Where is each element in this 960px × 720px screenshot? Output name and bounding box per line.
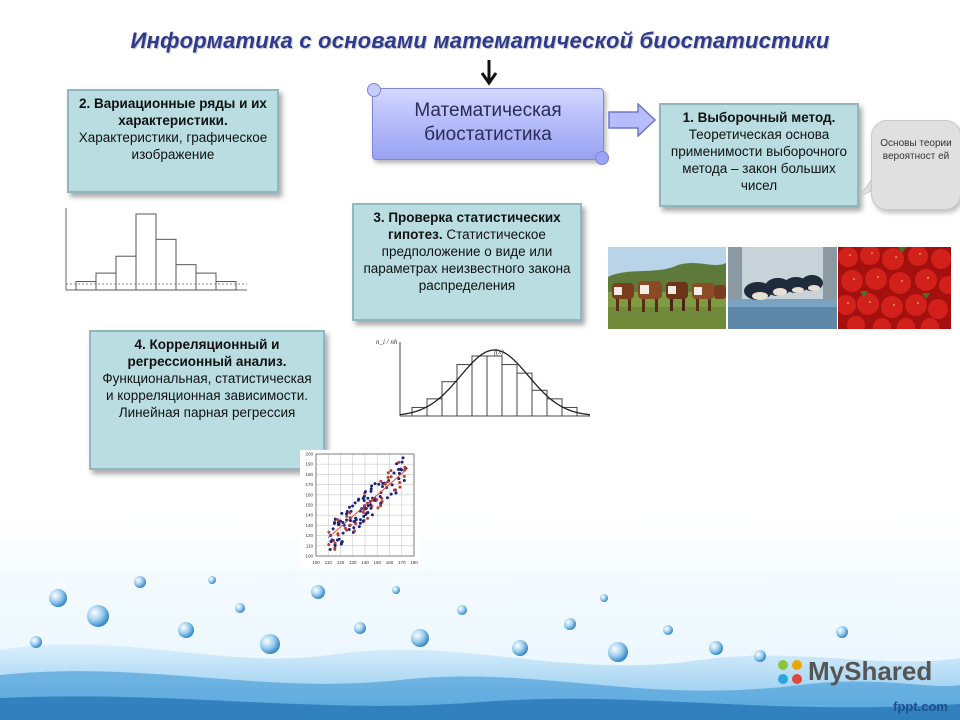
scatter-point [395, 492, 398, 495]
scatter-point [367, 504, 370, 507]
scatter-point [365, 511, 368, 514]
probability-callout: Основы теории вероятност ей [871, 120, 960, 210]
scatter-point [354, 501, 357, 504]
scatter-point [337, 523, 340, 526]
scatter-point [332, 527, 335, 530]
scatter-point [366, 517, 369, 520]
scatter-point [384, 483, 387, 486]
y-tick-label: 160 [305, 492, 313, 498]
scatter-point [363, 499, 366, 502]
scatter-point [337, 534, 340, 537]
scatter-point [397, 468, 400, 471]
y-tick-label: 140 [305, 512, 313, 518]
scatter-point [363, 495, 366, 498]
histogram-bar [196, 273, 216, 290]
x-tick-label: 130 [348, 560, 357, 565]
scatter-point [345, 529, 348, 532]
scatter-point [330, 540, 333, 543]
center-scroll-label: Математическая биостатистика [372, 88, 604, 160]
histogram-bar [442, 382, 457, 416]
scatter-point [391, 483, 394, 486]
scatter-point [357, 499, 360, 502]
box1-heading: 1. Выборочный метод. [682, 110, 836, 125]
scatter-point [379, 495, 382, 498]
strawberries-photo [838, 247, 951, 329]
scatter-point [387, 476, 390, 479]
scatter-point [377, 483, 380, 486]
scatter-point [338, 538, 341, 541]
scatter-point [376, 506, 379, 509]
y-tick-label: 120 [305, 533, 313, 539]
x-tick-label: 160 [385, 560, 394, 565]
scatter-point [401, 461, 404, 464]
myshared-logo-icon [776, 658, 804, 686]
x-tick-label: 110 [324, 560, 332, 565]
scatter-point [387, 471, 390, 474]
y-tick-label: 180 [305, 471, 313, 477]
histogram-density-chart [368, 332, 602, 434]
scatter-point [340, 512, 343, 515]
box-sampling-method [659, 103, 859, 207]
scatter-point [400, 468, 403, 471]
scatter-point [345, 512, 348, 515]
x-tick-label: 100 [312, 560, 320, 565]
box3-text: Статистическое предположение о виде или параметрах неизвестного закона распределения [363, 227, 571, 293]
histogram-bar [216, 282, 236, 290]
scatter-point [393, 472, 396, 475]
histogram-bar [517, 373, 532, 416]
scatter-point [358, 525, 361, 528]
birds-photo [728, 247, 837, 329]
histogram-chart [52, 202, 255, 300]
scatter-point [353, 520, 356, 523]
scatter-point [381, 500, 384, 503]
histogram-bar [502, 365, 517, 416]
histogram-bar [136, 214, 156, 290]
slide-title: Информатика с основами математической биостатистики [130, 28, 830, 53]
scatter-point [351, 504, 354, 507]
scatter-point [348, 511, 351, 514]
scatter-point [333, 522, 336, 525]
regression-line [328, 468, 408, 537]
water-splash-decoration [0, 520, 960, 720]
scatter-point [365, 507, 368, 510]
box1-text: Теоретическая основа применимости выборочного метода – закон больших чисел [670, 127, 848, 193]
scatter-point [403, 479, 406, 482]
scatter-point [362, 520, 365, 523]
scatter-point [354, 517, 357, 520]
histogram-bar [487, 356, 502, 416]
y-tick-label: 130 [305, 522, 313, 528]
x-tick-label: 170 [397, 560, 406, 565]
scatter-point [349, 524, 352, 527]
scatter-point [333, 546, 336, 549]
right-arrow-icon [608, 103, 656, 137]
scatter-point [342, 532, 345, 535]
scatter-point [340, 542, 343, 545]
scatter-point [370, 484, 373, 487]
y-tick-label: 170 [305, 482, 313, 488]
scatter-point [371, 513, 374, 516]
histogram-bar [96, 273, 116, 290]
scatter-point [366, 497, 369, 500]
histogram-bar [176, 265, 196, 290]
scatter-point [389, 469, 392, 472]
myshared-watermark: MyShared [808, 656, 933, 686]
y-axis-label: n_i / nh [376, 338, 398, 346]
x-tick-label: 180 [410, 560, 418, 565]
x-tick-label: 150 [373, 560, 382, 565]
scatter-point [398, 486, 401, 489]
fppt-watermark: fppt.com [893, 699, 948, 714]
scatter-point [403, 475, 406, 478]
box4-text: Функциональная, статистическая и корреляционная зависимости. Линейная парная регрессия [102, 371, 312, 420]
histogram-bar [472, 356, 487, 416]
scatter-point [345, 515, 348, 518]
scatter-point [374, 482, 377, 485]
scatter-point [370, 487, 373, 490]
scatter-point [359, 522, 362, 525]
scatter-point [403, 466, 406, 469]
box-correlation-regression [89, 330, 325, 470]
box-hypothesis-testing [352, 203, 582, 321]
scatter-point [329, 548, 332, 551]
scatter-point [390, 493, 393, 496]
scatter-point [336, 518, 339, 521]
scatter-point [348, 506, 351, 509]
scatter-point [381, 485, 384, 488]
scatter-point [364, 490, 367, 493]
scatter-point [397, 461, 400, 464]
box4-heading: 4. Корреляционный и регрессионный анализ. [127, 337, 287, 369]
y-tick-label: 190 [305, 461, 313, 467]
scatter-point [390, 475, 393, 478]
curve-label: f(x) [494, 348, 504, 356]
scatter-point [386, 496, 389, 499]
box2-text: Характеристики, графическое изображение [78, 130, 268, 162]
y-tick-label: 110 [305, 543, 313, 549]
scatter-point [379, 480, 382, 483]
scatter-point [362, 511, 365, 514]
down-arrow-icon [479, 58, 499, 86]
box2-heading: 2. Вариационные ряды и их характеристики. [79, 96, 267, 128]
histogram-bar [156, 239, 176, 290]
scatter-point [402, 456, 405, 459]
scatter-point [352, 526, 355, 529]
x-tick-label: 120 [336, 560, 345, 565]
y-tick-label: 200 [305, 451, 313, 457]
cows-photo [608, 247, 726, 329]
y-tick-label: 100 [305, 553, 313, 559]
scatter-point [353, 530, 356, 533]
scatter-point [327, 543, 330, 546]
x-tick-label: 140 [361, 560, 369, 565]
scatter-point [359, 518, 362, 521]
box-variation-series [67, 89, 279, 193]
scatter-point [369, 507, 372, 510]
scatter-point [334, 544, 337, 547]
scatter-point [386, 480, 389, 483]
y-tick-label: 150 [305, 502, 313, 508]
scatter-point [393, 488, 396, 491]
box3-heading: 3. Проверка статистических гипотез. [373, 210, 561, 242]
scatter-point [398, 481, 401, 484]
scatter-point [375, 498, 378, 501]
scatter-regression-chart [300, 450, 420, 568]
histogram-bar [76, 282, 96, 290]
scatter-point [348, 528, 351, 531]
histogram-bar [116, 256, 136, 290]
scatter-point [327, 531, 330, 534]
